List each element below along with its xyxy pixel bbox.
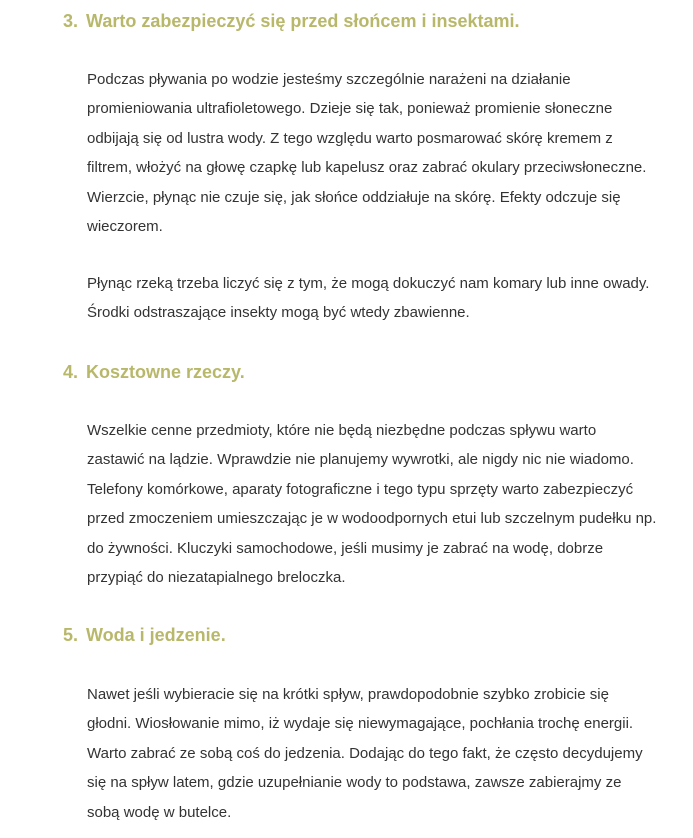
section-title: Kosztowne rzeczy. <box>86 362 245 382</box>
paragraph: Wszelkie cenne przedmioty, które nie będą niezbędne podczas spływu warto zastawić na lądzie. Wprawdzie nie planujemy wywrotki, ale nigdy nic nie wiadomo. Telefony komórkowe, aparaty fotograficzne i tego typu sprzęty warto zabezpieczyć przed zmoczeniem umieszczając je w wodoodpornych etui lub szczelnym pudełku np. do żywności. Kluczyki samochodowe, jeśli musimy je zabrać na wodę, dobrze przypiąć do niezatapialnego breloczka. <box>87 422 657 587</box>
section-heading <box>63 361 245 383</box>
paragraph: Podczas pływania po wodzie jesteśmy szczególnie narażeni na działanie promieniowania ultrafioletowego. Dzieje się tak, ponieważ promienie słoneczne odbijają się od lustra wody. Z tego względu warto posmarować skórę kremem z filtrem, włożyć na głowę czapkę lub kapelusz oraz zabrać okulary przeciwsłoneczne. Wierzcie, płynąc nie czuje się, jak słońce oddziałuje na skórę. Efekty odczuje się wieczorem. <box>87 71 647 236</box>
section-heading <box>63 10 520 32</box>
section-title: Woda i jedzenie. <box>86 625 226 645</box>
section-heading <box>63 624 226 646</box>
section-title: Warto zabezpieczyć się przed słońcem i insektami. <box>86 11 520 31</box>
section-number: 4. <box>63 362 79 382</box>
section-number: 5. <box>63 625 79 645</box>
section-number: 3. <box>63 11 79 31</box>
paragraph: Nawet jeśli wybieracie się na krótki spływ, prawdopodobnie szybko zrobicie się głodni. Wiosłowanie mimo, iż wydaje się niewymagające, pochłania trochę energii. Warto zabrać ze sobą coś do jedzenia. Dodając do tego fakt, że często decydujemy się na spływ latem, gdzie uzupełnianie wody to podstawa, zawsze zabierajmy ze sobą wodę w butelce. <box>87 686 643 821</box>
paragraph: Płynąc rzeką trzeba liczyć się z tym, że mogą dokuczyć nam komary lub inne owady. Środki odstraszające insekty mogą być wtedy zbawienne. <box>87 275 650 322</box>
